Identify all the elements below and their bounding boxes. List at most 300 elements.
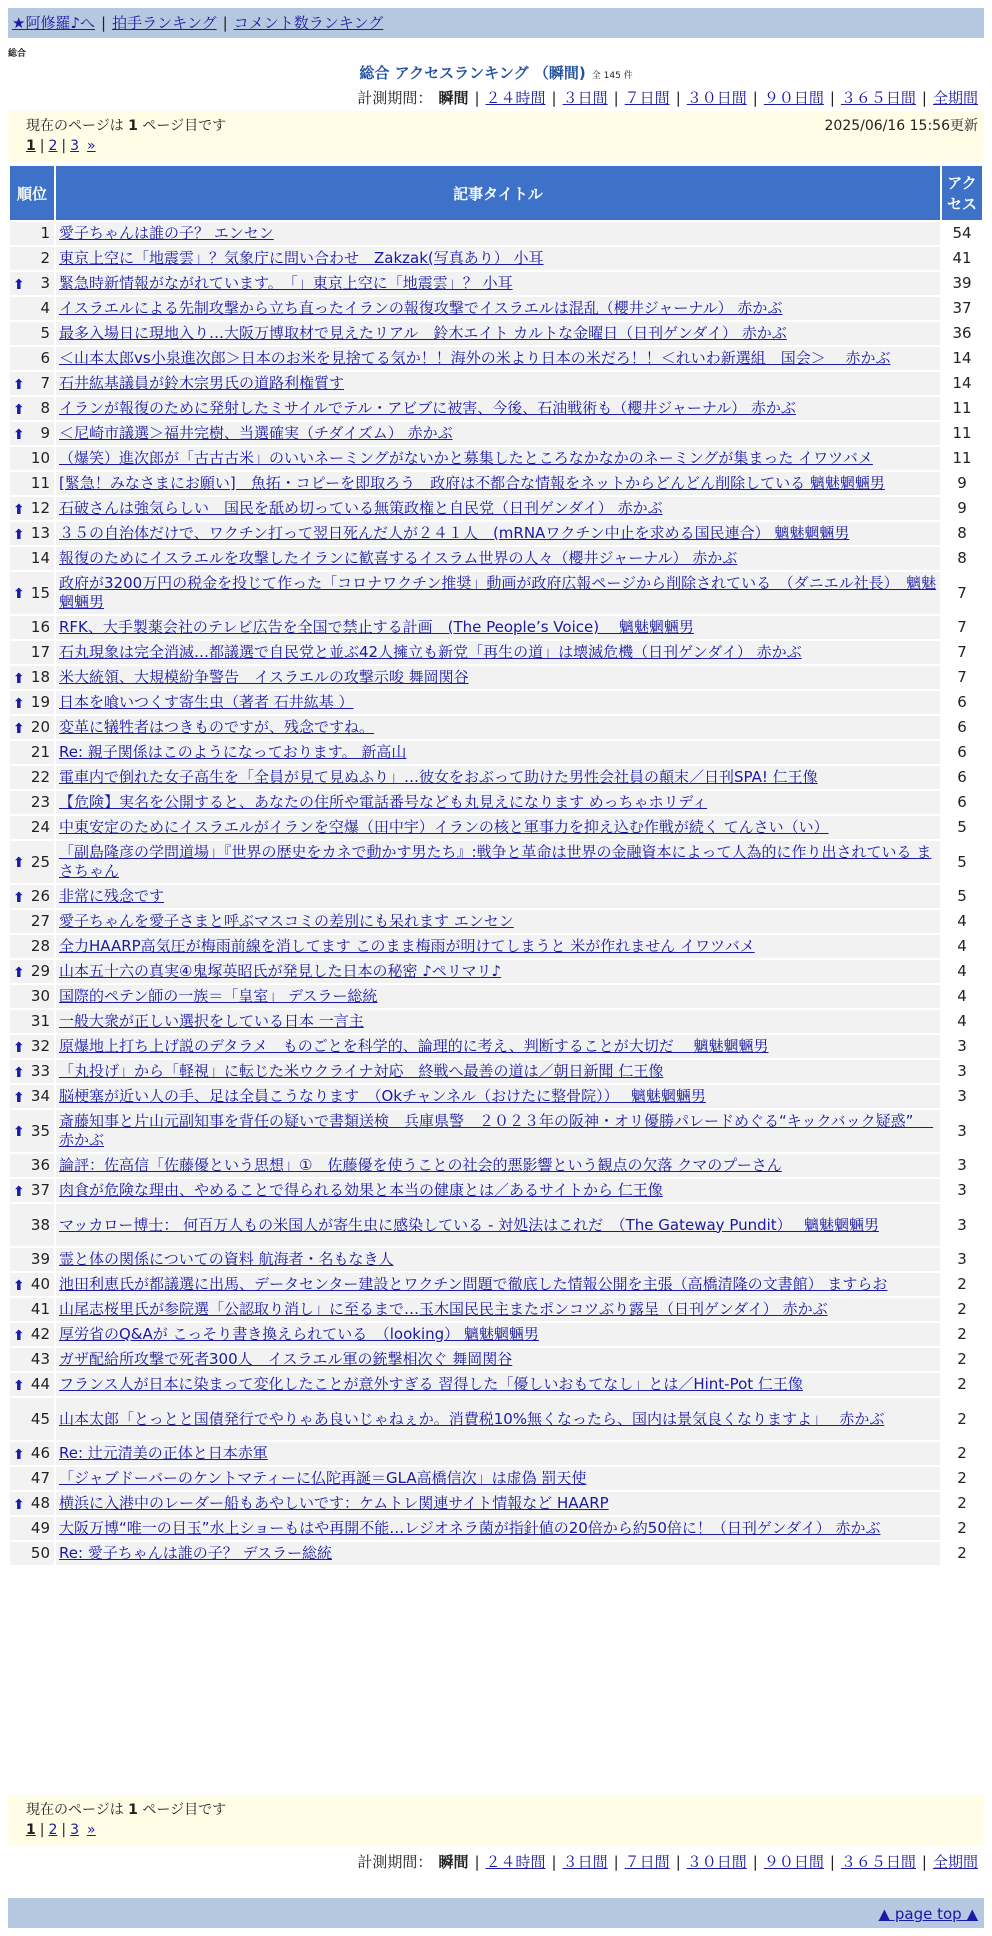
rank-number: 1 xyxy=(40,224,50,242)
rank-cell xyxy=(10,447,54,470)
period-link-90d[interactable]: ９０日間 xyxy=(763,89,824,107)
rank-up-arrow-icon: ⬆ xyxy=(13,1327,25,1344)
article-title-link[interactable]: 山尾志桜里氏が参院選「公認取り消し」に至るまで…玉木国民民主またポンコツぶり露呈（日刊ゲンダイ） 赤かぶ xyxy=(59,1300,828,1318)
table-row xyxy=(10,885,982,908)
pager-link-2[interactable]: 2 xyxy=(48,138,58,154)
access-count: 3 xyxy=(942,1060,982,1083)
access-count: 6 xyxy=(942,691,982,714)
table-row xyxy=(10,1398,982,1440)
article-title-link[interactable]: 石井紘基議員が鈴木宗男氏の道路利権質す xyxy=(59,374,345,392)
nav-link-comment-ranking[interactable]: コメント数ランキング xyxy=(233,14,384,32)
rank-up-arrow-icon: ⬆ xyxy=(13,889,25,906)
title-cell xyxy=(56,885,940,908)
table-row xyxy=(10,1348,982,1371)
title-cell xyxy=(56,272,940,295)
page-info-bottom xyxy=(8,1795,984,1845)
access-count: 2 xyxy=(942,1492,982,1515)
access-count: 9 xyxy=(942,497,982,520)
article-title-link[interactable]: 【危険】実名を公開すると、あなたの住所や電話番号なども丸見えになります めっちゃホリディ xyxy=(59,793,708,811)
access-count: 4 xyxy=(942,1010,982,1033)
title-cell xyxy=(56,841,940,883)
table-row xyxy=(10,222,982,245)
table-row xyxy=(10,691,982,714)
rank-up-arrow-icon: ⬆ xyxy=(13,1089,25,1106)
rank-number: 50 xyxy=(30,1544,50,1562)
title-cell xyxy=(56,816,940,839)
rank-number: 48 xyxy=(30,1494,50,1512)
pager-bottom: 1 | 2 | 3 » xyxy=(26,1822,96,1838)
title-cell xyxy=(56,1442,940,1465)
rank-cell xyxy=(10,935,54,958)
rank-cell xyxy=(10,1110,54,1152)
rank-cell xyxy=(10,741,54,764)
access-count: 36 xyxy=(942,322,982,345)
article-title-link[interactable]: 原爆地上打ち上げ説のデタラメ ものごとを科学的、論理的に考え、判断することが大切だ 魑魅魍魎男 xyxy=(59,1037,769,1055)
rank-number: 26 xyxy=(30,887,50,905)
page-top-link[interactable]: ▲ page top ▲ xyxy=(878,1905,978,1923)
rank-number: 30 xyxy=(30,987,50,1005)
access-count: 6 xyxy=(942,716,982,739)
rank-up-arrow-icon: ⬆ xyxy=(13,401,25,418)
access-count: 39 xyxy=(942,272,982,295)
rank-up-arrow-icon: ⬆ xyxy=(13,855,25,871)
rank-cell xyxy=(10,472,54,495)
title-cell xyxy=(56,1348,940,1371)
article-title-link[interactable]: 脳梗塞が近い人の手、足は全員こうなります （Okチャンネル（おけたに整骨院）） 魑魅魍魎男 xyxy=(59,1087,706,1105)
article-title-link[interactable]: 肉食が危険な理由、やめることで得られる効果と本当の健康とは／あるサイトから 仁王像 xyxy=(59,1181,663,1199)
rank-number: 14 xyxy=(30,549,50,567)
rank-number: 36 xyxy=(30,1156,50,1174)
title-cell xyxy=(56,1179,940,1202)
rank-up-arrow-icon: ⬆ xyxy=(13,1377,25,1394)
article-title-link[interactable]: 非常に残念です xyxy=(59,887,165,905)
rank-cell xyxy=(10,522,54,545)
rank-cell xyxy=(10,1273,54,1296)
rank-number: 38 xyxy=(30,1215,50,1234)
title-cell xyxy=(56,616,940,639)
rank-number: 13 xyxy=(30,524,50,542)
title-cell xyxy=(56,985,940,1008)
article-title-link[interactable]: 厚労省のQ&Aが こっそり書き換えられている （looking） 魑魅魍魎男 xyxy=(59,1325,539,1343)
pager-link-3[interactable]: 3 xyxy=(70,138,80,154)
article-title-link[interactable]: Re: 親子関係はこのようになっております。 新高山 xyxy=(59,743,407,761)
article-title-link[interactable]: 山本太郎「とっとと国債発行でやりゃあ良いじゃねぇか。消費税10%無くなったら、国内は景気良くなりますよ」 赤かぶ xyxy=(59,1409,885,1428)
table-row xyxy=(10,741,982,764)
table-row xyxy=(10,1248,982,1271)
title-cell xyxy=(56,1398,940,1440)
rank-number: 22 xyxy=(30,768,50,786)
rank-up-arrow-icon: ⬆ xyxy=(13,526,25,543)
period-link-365d[interactable]: ３６５日間 xyxy=(840,1853,916,1871)
table-row xyxy=(10,666,982,689)
access-count: 14 xyxy=(942,372,982,395)
current-page-text: 現在のページは 1 ページ目です xyxy=(26,1802,227,1818)
article-title-link[interactable]: 全力HAARP高気圧が梅雨前線を消してます このまま梅雨が明けてしまうと 米が作れません イワツバメ xyxy=(59,937,755,955)
title-cell xyxy=(56,716,940,739)
article-title-link[interactable]: 霊と体の関係についての資料 航海者・名もなき人 xyxy=(59,1250,394,1268)
article-title-link[interactable]: RFK、大手製薬会社のテレビ広告を全国で禁止する計画 (The People’s Voice) 魑魅魍魎男 xyxy=(59,618,694,636)
rank-cell xyxy=(10,1398,54,1440)
rank-number: 42 xyxy=(30,1325,50,1343)
title-cell xyxy=(56,1085,940,1108)
rank-number: 43 xyxy=(30,1350,50,1368)
title-cell xyxy=(56,372,940,395)
article-title-link[interactable]: Re: 辻元清美の正体と日本赤軍 xyxy=(59,1444,268,1462)
article-title-link[interactable]: Re: 愛子ちゃんは誰の子？ デスラー総統 xyxy=(59,1544,332,1562)
article-title-link[interactable]: 「副島隆彦の学問道場」『世界の歴史をカネで動かす男たち』:戦争と革命は世界の金融資本によって人為的に作り出されている まさちゃん xyxy=(59,843,932,880)
rank-up-arrow-icon: ⬆ xyxy=(13,1277,25,1294)
access-count: 2 xyxy=(942,1323,982,1346)
access-count: 4 xyxy=(942,985,982,1008)
period-link-90d[interactable]: ９０日間 xyxy=(763,1853,824,1871)
article-title-link[interactable]: 最多入場日に現地入り…大阪万博取材で見えたリアル 鈴木エイト カルトな金曜日（日刊ゲンダイ） 赤かぶ xyxy=(59,324,787,342)
rank-number: 28 xyxy=(30,937,50,955)
pager-link-3[interactable]: 3 xyxy=(70,1822,80,1838)
table-row xyxy=(10,422,982,445)
article-title-link[interactable]: ３５の自治体だけで、ワクチン打って翌日死んだ人が２４１人 (mRNAワクチン中止を求める国民連合） 魑魅魍魎男 xyxy=(59,524,850,542)
article-title-link[interactable]: 愛子ちゃんを愛子さまと呼ぶマスコミの差別にも呆れます エンセン xyxy=(59,912,514,930)
article-title-link[interactable]: ＜山本太郎vs小泉進次郎＞日本のお米を見捨てる気か！！海外の米より日本の米だろ！！＜れいわ新選組 国会＞ 赤かぶ xyxy=(59,349,891,367)
table-row xyxy=(10,572,982,614)
rank-cell xyxy=(10,1204,54,1246)
period-link-24h[interactable]: ２４時間 xyxy=(485,1853,546,1871)
title-cell xyxy=(56,322,940,345)
rank-up-arrow-icon: ⬆ xyxy=(13,1039,25,1056)
rank-up-arrow-icon: ⬆ xyxy=(13,964,25,981)
period-selector-bottom: 計測期間： 瞬間 | ２４時間 | ３日間 | ７日間 | ３０日間 | ９０日間 | ３６５日間 | 全期間 xyxy=(357,1853,978,1871)
access-count: 41 xyxy=(942,247,982,270)
table-row xyxy=(10,1010,982,1033)
title-cell xyxy=(56,422,940,445)
rank-cell xyxy=(10,1154,54,1177)
table-row xyxy=(10,247,982,270)
rank-number: 7 xyxy=(40,374,50,392)
article-title-link[interactable]: 米大統領、大規模紛争警告 イスラエルの攻撃示唆 舞岡関谷 xyxy=(59,668,469,686)
title-cell xyxy=(56,397,940,420)
rank-cell xyxy=(10,1517,54,1540)
rank-number: 8 xyxy=(40,399,50,417)
rank-up-arrow-icon: ⬆ xyxy=(13,501,25,518)
access-count: 8 xyxy=(942,547,982,570)
rank-cell xyxy=(10,666,54,689)
access-count: 3 xyxy=(942,1248,982,1271)
article-title-link[interactable]: 愛子ちゃんは誰の子？ エンセン xyxy=(59,224,274,242)
title-cell xyxy=(56,1273,940,1296)
table-row xyxy=(10,1085,982,1108)
table-row xyxy=(10,372,982,395)
period-link-3d[interactable]: ３日間 xyxy=(562,89,608,107)
rank-number: 41 xyxy=(30,1300,50,1318)
access-count: 2 xyxy=(942,1517,982,1540)
rank-number: 33 xyxy=(30,1062,50,1080)
rank-number: 29 xyxy=(30,962,50,980)
rank-cell xyxy=(10,816,54,839)
access-count: 5 xyxy=(942,885,982,908)
access-count: 2 xyxy=(942,1442,982,1465)
rank-cell xyxy=(10,1348,54,1371)
pager-current: 1 xyxy=(26,138,36,154)
article-title-link[interactable]: 横浜に入港中のレーダー船もあやしいです：ケムトレ関連サイト情報など HAARP xyxy=(59,1494,609,1512)
table-row xyxy=(10,985,982,1008)
period-link-3d[interactable]: ３日間 xyxy=(562,1853,608,1871)
rank-number: 5 xyxy=(40,324,50,342)
page-info-top xyxy=(8,111,984,161)
access-count: 3 xyxy=(942,1035,982,1058)
ranking-table-body xyxy=(10,222,982,1565)
table-row xyxy=(10,935,982,958)
title-cell xyxy=(56,347,940,370)
rank-cell xyxy=(10,985,54,1008)
rank-number: 37 xyxy=(30,1181,50,1199)
access-count: 7 xyxy=(942,572,982,614)
access-count: 3 xyxy=(942,1085,982,1108)
title-cell xyxy=(56,547,940,570)
article-title-link[interactable]: 変革に犠牲者はつきものですが、残念ですね。 xyxy=(59,718,375,736)
access-count: 2 xyxy=(942,1467,982,1490)
article-title-link[interactable]: 中東安定のためにイスラエルがイランを空爆（田中宇）イランの核と軍事力を抑え込む作戦が続く てんさい（い） xyxy=(59,818,829,836)
table-row xyxy=(10,1373,982,1396)
rank-number: 6 xyxy=(40,349,50,367)
table-row xyxy=(10,766,982,789)
title-cell xyxy=(56,1110,940,1152)
period-link-all[interactable]: 全期間 xyxy=(932,89,978,107)
title-cell xyxy=(56,522,940,545)
period-link-30d[interactable]: ３０日間 xyxy=(686,1853,747,1871)
article-title-link[interactable]: ＜尼崎市議選＞福井完樹、当選確実（チダイズム） 赤かぶ xyxy=(59,424,453,442)
article-title-link[interactable]: イスラエルによる先制攻撃から立ち直ったイランの報復攻撃でイスラエルは混乱（櫻井ジャーナル） 赤かぶ xyxy=(59,299,783,317)
rank-number: 15 xyxy=(30,583,50,602)
access-count: 6 xyxy=(942,741,982,764)
access-count: 2 xyxy=(942,1298,982,1321)
access-count: 4 xyxy=(942,935,982,958)
article-title-link[interactable]: 「丸投げ」から「軽視」に転じた米ウクライナ対応 終戦へ最善の道は／朝日新聞 仁王像 xyxy=(59,1062,664,1080)
rank-number: 4 xyxy=(40,299,50,317)
table-row xyxy=(10,1492,982,1515)
top-nav-bar xyxy=(8,8,984,38)
rank-cell xyxy=(10,1248,54,1271)
rank-cell xyxy=(10,347,54,370)
article-title-link[interactable]: 斎藤知事と片山元副知事を背任の疑いで書類送検 兵庫県警 ２０２３年の阪神・オリ優勝パレードめぐる“キックバック疑惑” 赤かぶ xyxy=(59,1112,934,1149)
rank-cell xyxy=(10,1298,54,1321)
period-link-365d[interactable]: ３６５日間 xyxy=(840,89,916,107)
access-count: 37 xyxy=(942,297,982,320)
period-link-all[interactable]: 全期間 xyxy=(932,1853,978,1871)
article-title-link[interactable]: 政府が3200万円の税金を投じて作った「コロナワクチン推奨」動画が政府広報ページから削除されている （ダニエル社長） 魑魅魍魎男 xyxy=(59,574,937,611)
rank-number: 44 xyxy=(30,1375,50,1393)
section-label: 総合 xyxy=(8,49,27,59)
access-count: 3 xyxy=(942,1179,982,1202)
article-title-link[interactable]: 一般大衆が正しい選択をしている日本 一言主 xyxy=(59,1012,364,1030)
article-title-link[interactable]: 論評：佐高信「佐藤優という思想」① 佐藤優を使うことの社会的悪影響という観点の欠落 クマのプーさん xyxy=(59,1156,782,1174)
rank-number: 17 xyxy=(30,643,50,661)
nav-link-asyura-home[interactable]: ★阿修羅♪へ xyxy=(12,14,96,32)
table-row xyxy=(10,816,982,839)
article-title-link[interactable]: 大阪万博“唯一の目玉”水上ショーもはや再開不能…レジオネラ菌が指針値の20倍から約50倍に！（日刊ゲンダイ） 赤かぶ xyxy=(59,1519,881,1537)
article-title-link[interactable]: 電車内で倒れた女子高生を「全員が見て見ぬふり」…彼女をおぶって助けた男性会社員の顛末／日刊SPA! 仁王像 xyxy=(59,768,818,786)
rank-cell xyxy=(10,272,54,295)
article-title-link[interactable]: 池田利恵氏が都議選に出馬、データセンター建設とワクチン問題で徹底した情報公開を主張（高橋清隆の文書館） ますらお xyxy=(59,1275,888,1293)
access-count: 3 xyxy=(942,1154,982,1177)
title-cell xyxy=(56,766,940,789)
rank-cell xyxy=(10,322,54,345)
rank-number: 23 xyxy=(30,793,50,811)
footer-bar xyxy=(8,1898,984,1928)
table-row xyxy=(10,522,982,545)
article-title-link[interactable]: イランが報復のために発射したミサイルでテル・アビブに被害、今後、石油戦術も（櫻井ジャーナル） 赤かぶ xyxy=(59,399,796,417)
article-title-link[interactable]: 石破さんは強気らしい 国民を舐め切っている無策政権と自民党（日刊ゲンダイ） 赤かぶ xyxy=(59,499,663,517)
rank-number: 19 xyxy=(30,693,50,711)
article-title-link[interactable]: 「ジャブドーバーのケントマティーに仏陀再誕＝GLA高橋信次」は虚偽 罰天使 xyxy=(59,1469,587,1487)
rank-number: 10 xyxy=(30,449,50,467)
title-cell xyxy=(56,222,940,245)
pager-current: 1 xyxy=(26,1822,36,1838)
updated-timestamp: 2025/06/16 15:56更新 xyxy=(824,118,978,134)
title-cell xyxy=(56,297,940,320)
rank-number: 31 xyxy=(30,1012,50,1030)
access-count: 6 xyxy=(942,791,982,814)
rank-number: 35 xyxy=(30,1121,50,1140)
article-title-link[interactable]: フランス人が日本に染まって変化したことが意外すぎる 習得した「優しいおもてなし」とは／Hint-Pot 仁王像 xyxy=(59,1375,803,1393)
title-cell xyxy=(56,641,940,664)
table-row xyxy=(10,791,982,814)
table-row xyxy=(10,641,982,664)
rank-cell xyxy=(10,372,54,395)
rank-cell xyxy=(10,841,54,883)
rank-number: 34 xyxy=(30,1087,50,1105)
rank-number: 25 xyxy=(30,852,50,871)
access-count: 6 xyxy=(942,766,982,789)
rank-number: 27 xyxy=(30,912,50,930)
rank-number: 32 xyxy=(30,1037,50,1055)
rank-number: 46 xyxy=(30,1444,50,1462)
rank-cell xyxy=(10,1010,54,1033)
rank-cell xyxy=(10,1467,54,1490)
rank-cell xyxy=(10,547,54,570)
header-title: 記事タイトル xyxy=(56,166,940,220)
access-count: 5 xyxy=(942,841,982,883)
title-cell xyxy=(56,910,940,933)
table-row xyxy=(10,1517,982,1540)
period-link-7d[interactable]: ７日間 xyxy=(624,1853,670,1871)
nav-link-applause-ranking[interactable]: 拍手ランキング xyxy=(112,14,217,32)
article-title-link[interactable]: 国際的ペテン師の一族＝「皇室」 デスラー総統 xyxy=(59,987,378,1005)
article-title-link[interactable]: マッカロー博士： 何百万人もの米国人が寄生虫に感染している - 対処法はこれだ （The Gateway Pundit） 魑魅魍魎男 xyxy=(59,1215,879,1234)
article-title-link[interactable]: [緊急！みなさまにお願い] 魚拓・コピーを即取ろう 政府は不都合な情報をネットからどんどん削除している 魑魅魍魎男 xyxy=(59,474,885,492)
table-row xyxy=(10,960,982,983)
table-row xyxy=(10,1273,982,1296)
title-cell xyxy=(56,935,940,958)
title-cell xyxy=(56,960,940,983)
access-count: 2 xyxy=(942,1398,982,1440)
access-count: 2 xyxy=(942,1373,982,1396)
rank-cell xyxy=(10,572,54,614)
table-row xyxy=(10,910,982,933)
table-row xyxy=(10,297,982,320)
article-title-link[interactable]: 報復のためにイスラエルを攻撃したイランに歓喜するイスラム世界の人々（櫻井ジャーナル） 赤かぶ xyxy=(59,549,738,567)
rank-number: 49 xyxy=(30,1519,50,1537)
access-count: 4 xyxy=(942,960,982,983)
period-link-7d[interactable]: ７日間 xyxy=(624,89,670,107)
table-row xyxy=(10,397,982,420)
access-count: 2 xyxy=(942,1348,982,1371)
table-row xyxy=(10,1323,982,1346)
period-link-30d[interactable]: ３０日間 xyxy=(686,89,747,107)
article-title-link[interactable]: 日本を喰いつくす寄生虫（著者 石井紘基 ） xyxy=(59,693,354,711)
title-cell xyxy=(56,447,940,470)
rank-up-arrow-icon: ⬆ xyxy=(13,1446,25,1463)
header-access: アクセス xyxy=(942,166,982,220)
title-cell xyxy=(56,497,940,520)
access-count: 3 xyxy=(942,1204,982,1246)
rank-up-arrow-icon: ⬆ xyxy=(13,376,25,393)
table-row xyxy=(10,716,982,739)
rank-cell xyxy=(10,960,54,983)
rank-number: 9 xyxy=(40,424,50,442)
table-row xyxy=(10,1204,982,1246)
table-row xyxy=(10,1179,982,1202)
rank-cell xyxy=(10,422,54,445)
rank-number: 20 xyxy=(30,718,50,736)
article-title-link[interactable]: 石丸現象は完全消滅…都議選で自民党と並ぶ42人擁立も新党「再生の道」は壊滅危機（日刊ゲンダイ） 赤かぶ xyxy=(59,643,802,661)
rank-cell xyxy=(10,641,54,664)
table-row xyxy=(10,1298,982,1321)
article-title-link[interactable]: ガザ配給所攻撃で死者300人 イスラエル軍の銃撃相次ぐ 舞岡関谷 xyxy=(59,1350,513,1368)
article-title-link[interactable]: 東京上空に「地震雲」？気象庁に問い合わせ Zakzak(写真あり） 小耳 xyxy=(59,249,544,267)
access-count: 3 xyxy=(942,1110,982,1152)
rank-up-arrow-icon: ⬆ xyxy=(13,1124,25,1140)
article-title-link[interactable]: （爆笑）進次郎が「古古古米」のいいネーミングがないかと募集したところなかなかのネーミングが集まった イワツバメ xyxy=(59,449,873,467)
rank-cell xyxy=(10,1542,54,1565)
pager-next[interactable]: » xyxy=(87,138,96,154)
rank-cell xyxy=(10,1179,54,1202)
rank-cell xyxy=(10,716,54,739)
title-cell xyxy=(56,247,940,270)
header-rank: 順位 xyxy=(10,166,54,220)
ranking-table xyxy=(8,164,984,1567)
article-title-link[interactable]: 山本五十六の真実④鬼塚英昭氏が発見した日本の秘密 ♪ペリマリ♪ xyxy=(59,962,502,980)
rank-cell xyxy=(10,1035,54,1058)
title-cell xyxy=(56,472,940,495)
rank-up-arrow-icon: ⬆ xyxy=(13,670,25,687)
period-label: 計測期間： xyxy=(357,89,433,107)
rank-cell xyxy=(10,910,54,933)
pager-next[interactable]: » xyxy=(87,1822,96,1838)
title-cell xyxy=(56,1492,940,1515)
table-row xyxy=(10,1542,982,1565)
access-count: 7 xyxy=(942,616,982,639)
article-title-link[interactable]: 緊急時新情報がながれています。 「」東京上空に「地震雲」？ 小耳 xyxy=(59,274,513,292)
title-cell xyxy=(56,1060,940,1083)
table-row xyxy=(10,347,982,370)
rank-number: 18 xyxy=(30,668,50,686)
rank-number: 11 xyxy=(30,474,50,492)
title-cell xyxy=(56,1010,940,1033)
rank-cell xyxy=(10,766,54,789)
rank-number: 40 xyxy=(30,1275,50,1293)
pager-link-2[interactable]: 2 xyxy=(48,1822,58,1838)
rank-up-arrow-icon: ⬆ xyxy=(13,426,25,443)
title-cell xyxy=(56,572,940,614)
rank-number: 39 xyxy=(30,1250,50,1268)
title-cell xyxy=(56,1248,940,1271)
table-row xyxy=(10,1035,982,1058)
title-cell xyxy=(56,1373,940,1396)
rank-up-arrow-icon: ⬆ xyxy=(13,695,25,712)
nav-separator: | xyxy=(222,14,228,32)
access-count: 54 xyxy=(942,222,982,245)
rank-cell xyxy=(10,1373,54,1396)
period-link-24h[interactable]: ２４時間 xyxy=(485,89,546,107)
